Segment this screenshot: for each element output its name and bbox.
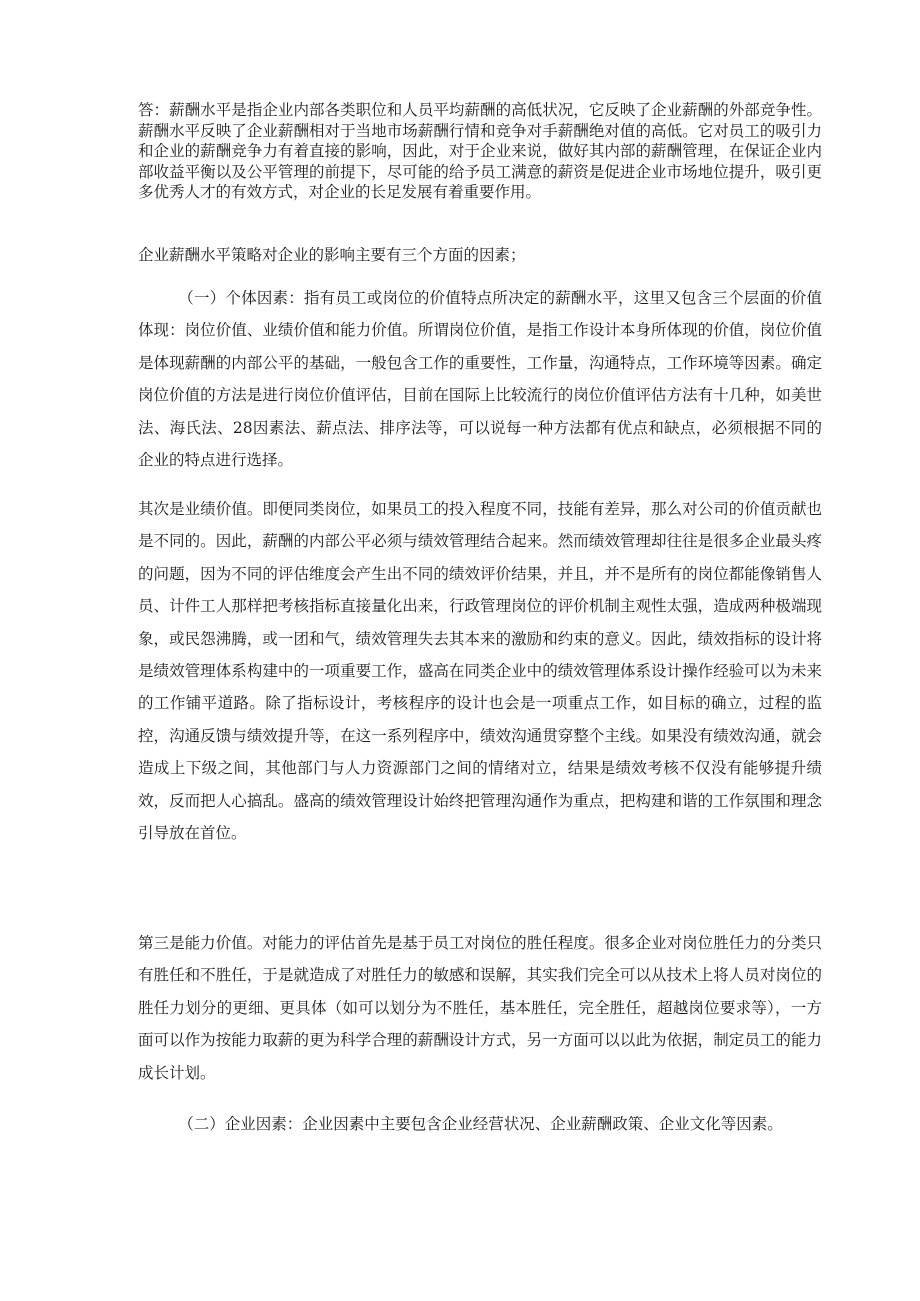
individual-factor-paragraph: （一）个体因素：指有员工或岗位的价值特点所决定的薪酬水平，这里又包含三个层面的价值体现：岗位价值、业绩价值和能力价值。所谓岗位价值，是指工作设计本身所体现的价值，岗位价值是体现薪酬的内部公平的基础，一般包含工作的重要性，工作量，沟通特点，工作环境等因素。确定岗位价值的方法是进行岗位价值评估，目前在国际上比较流行的岗位价值评估方法有十几种，如美世法、海氏法、28因素法、薪点法、排序法等，可以说每一种方法都有优点和缺点，必须根据不同的企业的特点进行选择。 [138,289,822,470]
ability-value-paragraph: 第三是能力价值。对能力的评估首先是基于员工对岗位的胜任程度。很多企业对岗位胜任力的分类只有胜任和不胜任，于是就造成了对胜任力的敏感和误解，其实我们完全可以从技术上将人员对岗位的胜任力划分的更细、更具体（如可以划分为不胜任，基本胜任，完全胜任，超越岗位要求等），一方面可以作为按能力取薪的更为科学合理的薪酬设计方式，另一方面可以以此为依据，制定员工的能力成长计划。 [138,934,822,1082]
intro-paragraph: 企业薪酬水平策略对企业的影响主要有三个方面的因素； [138,246,526,264]
answer-paragraph: 答：薪酬水平是指企业内部各类职位和人员平均薪酬的高低状况，它反映了企业薪酬的外部竞争性。薪酬水平反映了企业薪酬相对于当地市场薪酬行情和竞争对手薪酬绝对值的高低。它对员工的吸引力和企业的薪酬竞争力有着直接的影响，因此，对于企业来说，做好其内部的薪酬管理，在保证企业内部收益平衡以及公平管理的前提下，尽可能的给予员工满意的薪资是促进企业市场地位提升，吸引更多优秀人才的有效方式，对企业的长足发展有着重要作用。 [138,101,822,201]
performance-value-paragraph: 其次是业绩价值。即便同类岗位，如果员工的投入程度不同，技能有差异，那么对公司的价值贡献也是不同的。因此，薪酬的内部公平必须与绩效管理结合起来。然而绩效管理却往往是很多企业最头疼的问题，因为不同的评估维度会产生出不同的绩效评价结果，并且，并不是所有的岗位都能像销售人员、计件工人那样把考核指标直接量化出来，行政管理岗位的评价机制主观性太强，造成两种极端现象，或民怨沸腾，或一团和气，绩效管理失去其本来的激励和约束的意义。因此，绩效指标的设计将是绩效管理体系构建中的一项重要工作，盛高在同类企业中的绩效管理体系设计操作经验可以为未来的工作铺平道路。除了指标设计，考核程序的设计也会是一项重点工作，如目标的确立，过程的监控，沟通反馈与绩效提升等，在这一系列程序中，绩效沟通贯穿整个主线。如果没有绩效沟通，就会造成上下级之间，其他部门与人力资源部门之间的情绪对立，结果是绩效考核不仅没有能够提升绩效，反而把人心搞乱。盛高的绩效管理设计始终把管理沟通作为重点，把构建和谐的工作氛围和理念引导放在首位。 [138,500,822,843]
enterprise-factor-paragraph: （二）企业因素：企业因素中主要包含企业经营状况、企业薪酬政策、企业文化等因素。 [178,1115,783,1133]
